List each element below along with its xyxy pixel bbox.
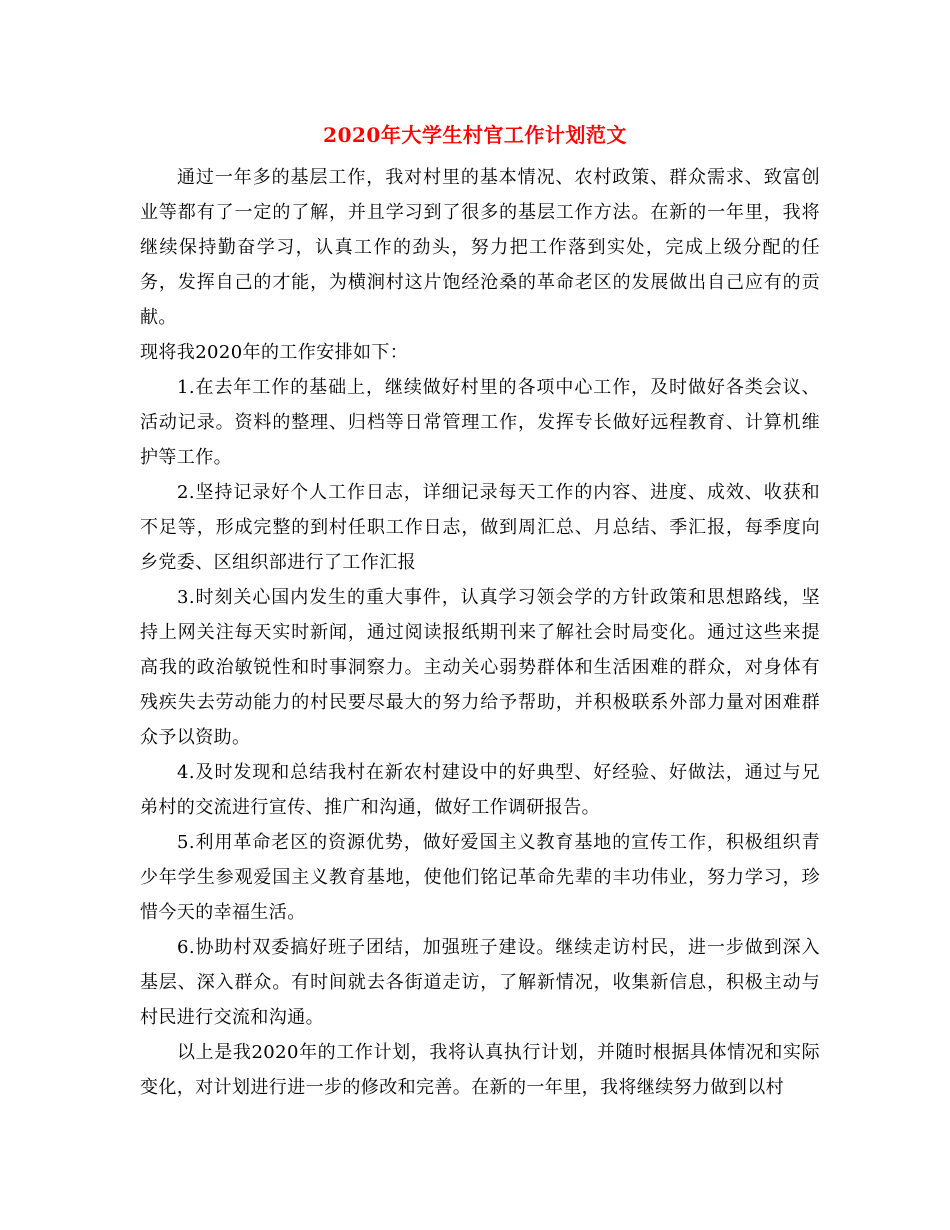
- paragraph-item-2: 2.坚持记录好个人工作日志，详细记录每天工作的内容、进度、成效、收获和不足等，形成完整的到村任职工作日志，做到周汇总、月总结、季汇报，每季度向乡党委、区组织部进行了工作汇报: [140, 482, 820, 573]
- paragraph-item-4: 4.及时发现和总结我村在新农村建设中的好典型、好经验、好做法，通过与兄弟村的交流进行宣传、推广和沟通，做好工作调研报告。: [140, 762, 820, 818]
- page-title: 2020年大学生村官工作计划范文: [323, 123, 627, 147]
- paragraph-conclusion: 以上是我2020年的工作计划，我将认真执行计划，并随时根据具体情况和实际变化，对计划进行进一步的修改和完善。在新的一年里，我将继续努力做到以村: [140, 1042, 820, 1098]
- paragraph-intro: 通过一年多的基层工作，我对村里的基本情况、农村政策、群众需求、致富创业等都有了一定的了解，并且学习到了很多的基层工作方法。在新的一年里，我将继续保持勤奋学习，认真工作的劲头，努力把工作落到实处，完成上级分配的任务，发挥自己的才能，为横涧村这片饱经沧桑的革命老区的发展做出自己应有的贡献。: [140, 167, 820, 328]
- document-body: [140, 160, 820, 1105]
- paragraph-item-1: 1.在去年工作的基础上，继续做好村里的各项中心工作，及时做好各类会议、活动记录。资料的整理、归档等日常管理工作，发挥专长做好远程教育、计算机维护等工作。: [140, 377, 820, 468]
- paragraph-item-5: 5.利用革命老区的资源优势，做好爱国主义教育基地的宣传工作，积极组织青少年学生参观爱国主义教育基地，使他们铭记革命先辈的丰功伟业，努力学习，珍惜今天的幸福生活。: [140, 832, 820, 923]
- paragraph-arrangement: 现将我2020年的工作安排如下：: [140, 342, 409, 363]
- paragraph-item-6: 6.协助村双委搞好班子团结，加强班子建设。继续走访村民，进一步做到深入基层、深入群众。有时间就去各街道走访，了解新情况，收集新信息，积极主动与村民进行交流和沟通。: [140, 937, 820, 1028]
- paragraph-item-3: 3.时刻关心国内发生的重大事件，认真学习领会学的方针政策和思想路线，坚持上网关注每天实时新闻，通过阅读报纸期刊来了解社会时局变化。通过这些来提高我的政治敏锐性和时事洞察力。主动关心弱势群体和生活困难的群众，对身体有残疾失去劳动能力的村民要尽最大的努力给予帮助，并积极联系外部力量对困难群众予以资助。: [140, 587, 820, 748]
